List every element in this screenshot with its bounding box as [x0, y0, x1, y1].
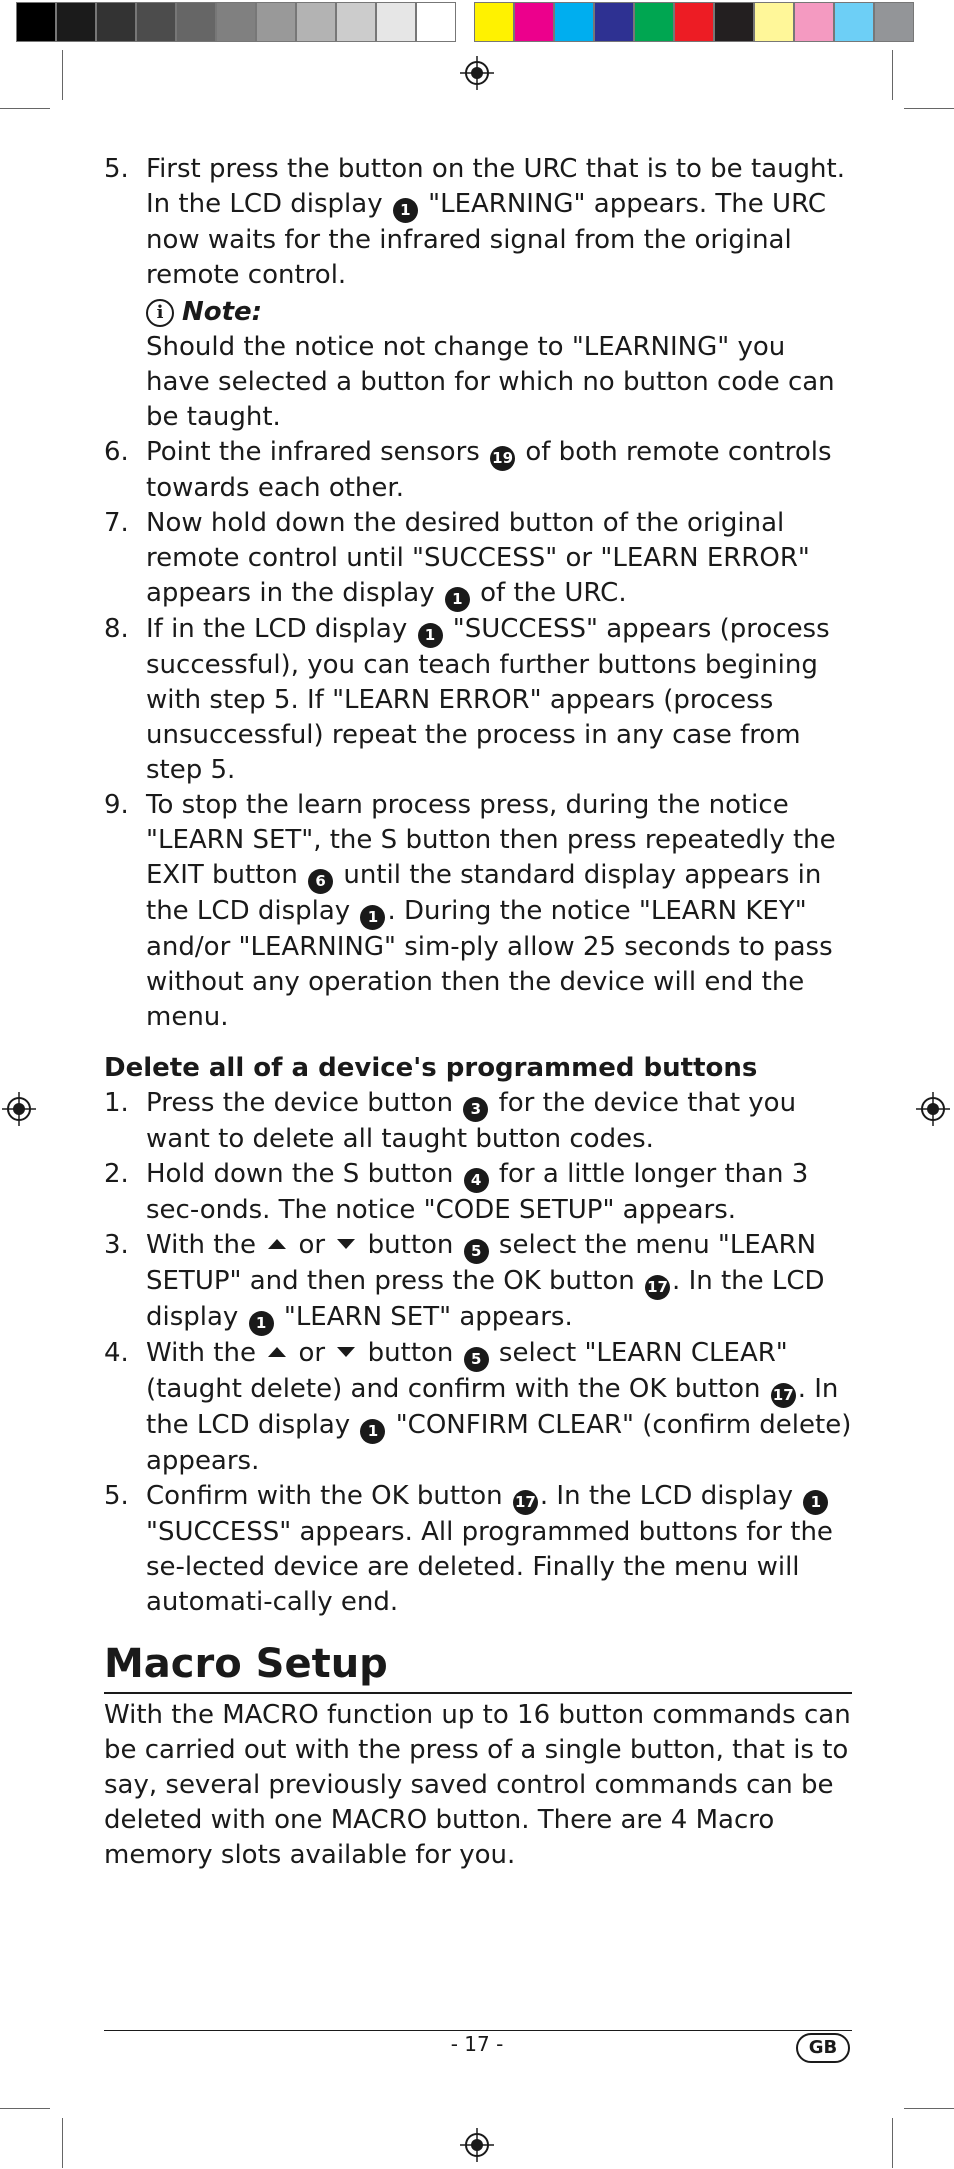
step-text: button [359, 1230, 462, 1260]
reference-number-badge: 17 [513, 1490, 538, 1515]
step-text: for the device that you want to delete all taught button codes. [146, 1088, 797, 1154]
step-number: 5. [104, 154, 129, 184]
reference-number-badge: 3 [463, 1097, 488, 1122]
color-swatch [874, 2, 914, 42]
step-text: or [290, 1230, 334, 1260]
step-text: With the [146, 1230, 265, 1260]
step-number: 4. [104, 1338, 129, 1368]
color-swatch [834, 2, 874, 42]
crop-mark [904, 108, 954, 109]
reference-number-badge: 1 [418, 623, 443, 648]
step-text: Point the infrared sensors [146, 437, 489, 467]
step-text: "SUCCESS" appears. All programmed buttons for the se-lected device are deleted. Finally the menu will automati-cally end. [146, 1517, 833, 1617]
step-item [104, 1228, 852, 1336]
step-text: First press the button on the URC that is to be taught. In the LCD display [146, 154, 845, 219]
crop-mark [0, 2108, 50, 2109]
arrow-down-icon [337, 1239, 355, 1249]
color-swatch [216, 2, 256, 42]
step-text: "LEARN SET" appears. [275, 1302, 573, 1332]
step-text: To stop the learn process press, during the notice "LEARN SET", the S button then press repeatedly the EXIT button [146, 790, 836, 890]
step-item [104, 1336, 852, 1479]
reference-number-badge: 1 [360, 905, 385, 930]
step-item [104, 788, 852, 1035]
reference-number-badge: 19 [490, 446, 515, 471]
arrow-up-icon [268, 1347, 286, 1357]
step-text: If in the LCD display [146, 614, 416, 644]
color-swatch [514, 2, 554, 42]
step-text: Press the device button [146, 1088, 462, 1118]
step-text: until the standard display appears in the LCD display [146, 860, 822, 926]
step-text: . In the LCD display [146, 1266, 825, 1332]
step-item [104, 435, 852, 506]
step-item [104, 1086, 852, 1157]
color-swatch [56, 2, 96, 42]
reference-number-badge: 1 [803, 1490, 828, 1515]
footer-rule [104, 2030, 852, 2031]
step-number: 5. [104, 1481, 129, 1511]
registration-crosshair-icon [2, 1092, 36, 1126]
page-content [104, 152, 852, 1873]
grayscale-swatches [16, 2, 456, 42]
reference-number-badge: 5 [464, 1239, 489, 1264]
color-swatch [296, 2, 336, 42]
step-text: select "LEARN CLEAR" (taught delete) and confirm with the OK button [146, 1338, 788, 1404]
step-text: . In the LCD display [146, 1374, 839, 1440]
color-swatch [136, 2, 176, 42]
crop-mark [904, 2108, 954, 2109]
learn-steps-list [104, 152, 852, 1035]
crop-mark [62, 2118, 63, 2168]
registration-crosshair-icon [460, 56, 494, 90]
step-text: "SUCCESS" appears (process successful), you can teach further buttons begining with step 5. If "LEARN ERROR" appears (process unsuccessful) repeat the process in any case from step 5. [146, 614, 830, 785]
process-color-swatches [474, 2, 914, 42]
reference-number-badge: 5 [464, 1347, 489, 1372]
color-swatch [754, 2, 794, 42]
delete-section-heading: Delete all of a device's programmed buttons [104, 1053, 758, 1083]
registration-crosshair-icon [916, 1092, 950, 1126]
step-item [104, 612, 852, 788]
step-text: . During the notice "LEARN KEY" and/or "LEARNING" sim-ply allow 25 seconds to pass without any operation then the device will end the menu. [146, 896, 833, 1032]
step-number: 7. [104, 508, 129, 538]
arrow-down-icon [337, 1347, 355, 1357]
step-text: "LEARNING" appears. The URC now waits for the infrared signal from the original remote control. [146, 189, 826, 290]
crop-mark [0, 108, 50, 109]
step-text: With the [146, 1338, 265, 1368]
step-number: 1. [104, 1088, 129, 1118]
color-swatch [176, 2, 216, 42]
step-number: 6. [104, 437, 129, 467]
language-badge: GB [796, 2033, 850, 2063]
step-text: select the menu "LEARN SETUP" and then press the OK button [146, 1230, 817, 1296]
macro-setup-title: Macro Setup [104, 1640, 852, 1694]
reference-number-badge: 6 [308, 869, 333, 894]
step-item [104, 1479, 852, 1620]
step-text: Confirm with the OK button [146, 1481, 511, 1511]
step-text: Hold down the S button [146, 1159, 462, 1189]
crop-mark [892, 50, 893, 100]
color-swatch [594, 2, 634, 42]
reference-number-badge: 1 [445, 587, 470, 612]
step-text: of both remote controls towards each other. [146, 437, 832, 503]
color-swatch [416, 2, 456, 42]
color-swatch [96, 2, 136, 42]
color-swatch [674, 2, 714, 42]
note-header [146, 295, 852, 330]
step-text: Now hold down the desired button of the original remote control until "SUCCESS" or "LEARN ERROR" appears in the display [146, 508, 810, 608]
color-swatch [336, 2, 376, 42]
reference-number-badge: 17 [771, 1383, 796, 1408]
step-text: . In the LCD display [539, 1481, 802, 1511]
color-swatch [474, 2, 514, 42]
color-swatch [794, 2, 834, 42]
step-number: 2. [104, 1159, 129, 1189]
note-title: Note: [182, 297, 263, 327]
step-text: for a little longer than 3 sec-onds. The notice "CODE SETUP" appears. [146, 1159, 809, 1225]
step-item [104, 152, 852, 435]
note-text: Should the notice not change to "LEARNING" you have selected a button for which no button code can be taught. [146, 332, 835, 432]
color-swatch [634, 2, 674, 42]
print-color-bar [16, 2, 914, 42]
color-swatch [376, 2, 416, 42]
info-icon: i [146, 299, 174, 327]
arrow-up-icon [268, 1239, 286, 1249]
crop-mark [892, 2118, 893, 2168]
reference-number-badge: 1 [393, 198, 418, 223]
step-text: of the URC. [471, 578, 627, 608]
step-text: "CONFIRM CLEAR" (confirm delete) appears. [146, 1410, 852, 1476]
step-text: button [359, 1338, 462, 1368]
step-number: 3. [104, 1230, 129, 1260]
color-swatch [256, 2, 296, 42]
macro-setup-paragraph: With the MACRO function up to 16 button commands can be carried out with the press of a single button, that is to say, several previously saved control commands can be deleted with one MACRO button. There are 4 Macro memory slots available for you. [104, 1700, 851, 1870]
color-swatch [714, 2, 754, 42]
page-number: - 17 - [450, 2032, 504, 2056]
delete-steps-list [104, 1086, 852, 1620]
reference-number-badge: 1 [249, 1311, 274, 1336]
step-item [104, 1157, 852, 1228]
crop-mark [62, 50, 63, 100]
color-swatch [554, 2, 594, 42]
color-swatch [16, 2, 56, 42]
step-text: or [290, 1338, 334, 1368]
step-number: 9. [104, 790, 129, 820]
step-item [104, 506, 852, 612]
registration-crosshair-icon [460, 2128, 494, 2162]
reference-number-badge: 1 [360, 1419, 385, 1444]
step-number: 8. [104, 614, 129, 644]
reference-number-badge: 17 [645, 1275, 670, 1300]
reference-number-badge: 4 [464, 1168, 489, 1193]
